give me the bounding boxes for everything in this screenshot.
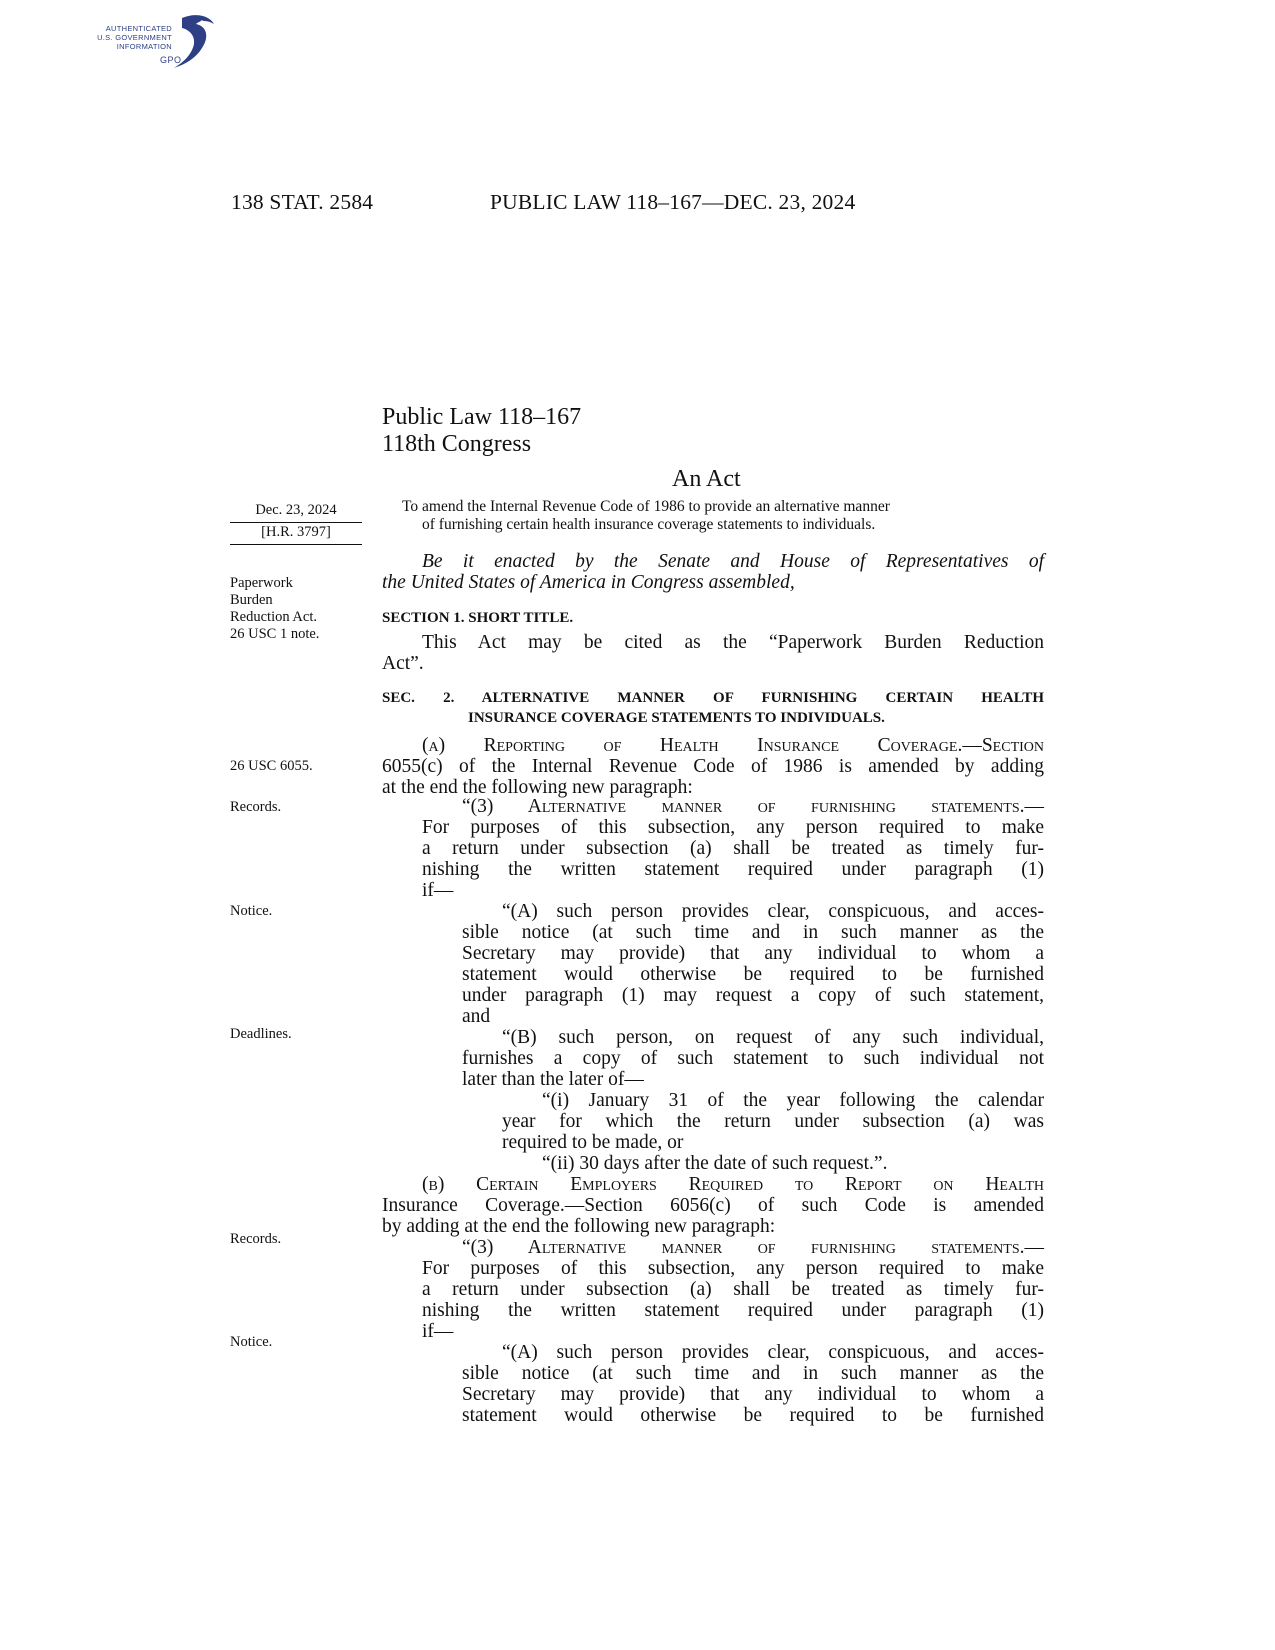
stat-page-number: 138 STAT. 2584 [231, 190, 374, 214]
subparagraph-a-line: Secretary may provide) that any individual to whom a [462, 1384, 1044, 1405]
margin-line: 26 USC 1 note. [230, 626, 320, 642]
section-1-text: This Act may be cited as the “Paperwork Burden Reduction [422, 632, 1044, 653]
enacting-clause-line: Be it enacted by the Senate and House of Representatives of [422, 551, 1044, 572]
section-2-heading: SEC. 2. ALTERNATIVE MANNER OF FURNISHING CERTAIN HEALTH [382, 690, 1044, 706]
logo-line-2: U.S. GOVERNMENT [97, 33, 172, 42]
paragraph-3-line: if— [422, 880, 454, 901]
document-body [382, 0, 1044, 1650]
subsection-a-line: (a) Reporting of Health Insurance Coverage.—Section [422, 735, 1044, 756]
margin-records: Records. [230, 799, 282, 815]
margin-deadlines: Deadlines. [230, 1026, 292, 1042]
paragraph-3-line: if— [422, 1321, 454, 1342]
clause-i-line: required to be made, or [502, 1132, 684, 1153]
subparagraph-a-line: sible notice (at such time and in such manner as the [462, 1363, 1044, 1384]
congress-number: 118th Congress [382, 431, 532, 457]
section-1-text: Act”. [382, 653, 424, 674]
margin-rule [230, 544, 362, 545]
subparagraph-a-line: sible notice (at such time and in such manner as the [462, 922, 1044, 943]
subsection-a-line: 6055(c) of the Internal Revenue Code of 1986 is amended by adding [382, 756, 1044, 777]
subparagraph-b-line: furnishes a copy of such statement to such individual not [462, 1048, 1044, 1069]
paragraph-3-line: “(3) Alternative manner of furnishing statements.— [462, 1237, 1044, 1258]
clause-i-line: year for which the return under subsection (a) was [502, 1111, 1044, 1132]
subparagraph-b-line: later than the later of— [462, 1069, 644, 1090]
margin-date: Dec. 23, 2024 [255, 502, 337, 518]
subparagraph-a-line: “(A) such person provides clear, conspicuous, and acces- [502, 1342, 1044, 1363]
margin-notice: Notice. [230, 1334, 273, 1350]
subparagraph-a-line: statement would otherwise be required to be furnished [462, 964, 1044, 985]
subparagraph-a-line: and [462, 1006, 491, 1027]
subsection-b-line: by adding at the end the following new paragraph: [382, 1216, 776, 1237]
subparagraph-b-line: “(B) such person, on request of any such individual, [502, 1027, 1044, 1048]
margin-line: Reduction Act. [230, 609, 317, 625]
subparagraph-a-line: statement would otherwise be required to be furnished [462, 1405, 1044, 1426]
margin-notice: Notice. [230, 903, 273, 919]
gpo-authentication-logo [92, 10, 232, 76]
margin-line: Burden [230, 592, 273, 608]
paragraph-3-line: a return under subsection (a) shall be treated as timely fur- [422, 838, 1044, 859]
purpose-line: of furnishing certain health insurance coverage statements to individuals. [422, 516, 876, 533]
act-heading: An Act [672, 466, 741, 492]
logo-line-1: AUTHENTICATED [105, 24, 172, 33]
margin-records: Records. [230, 1231, 282, 1247]
paragraph-3-line: a return under subsection (a) shall be treated as timely fur- [422, 1279, 1044, 1300]
section-1-heading: SECTION 1. SHORT TITLE. [382, 610, 574, 626]
paragraph-3-line: For purposes of this subsection, any person required to make [422, 817, 1044, 838]
section-2-heading: INSURANCE COVERAGE STATEMENTS TO INDIVIDUALS. [468, 710, 885, 726]
subparagraph-a-line: under paragraph (1) may request a copy of such statement, [462, 985, 1044, 1006]
public-law-number: Public Law 118–167 [382, 404, 582, 430]
subsection-b-line: (b) Certain Employers Required to Report on Health [422, 1174, 1044, 1195]
margin-usc-6055: 26 USC 6055. [230, 758, 313, 774]
enacting-clause-line: the United States of America in Congress assembled, [382, 572, 795, 593]
subparagraph-a-line: “(A) such person provides clear, conspicuous, and acces- [502, 901, 1044, 922]
margin-bill-number: [H.R. 3797] [261, 524, 331, 540]
margin-short-title-note [230, 575, 319, 643]
eagle-icon [152, 10, 222, 76]
clause-i-line: “(i) January 31 of the year following the calendar [542, 1090, 1044, 1111]
paragraph-3-line: nishing the written statement required under paragraph (1) [422, 1300, 1044, 1321]
gpo-mark: GPO [160, 55, 182, 65]
paragraph-3-line: For purposes of this subsection, any person required to make [422, 1258, 1044, 1279]
logo-line-3: INFORMATION [116, 42, 172, 51]
margin-line: Paperwork [230, 575, 293, 591]
subsection-a-line: at the end the following new paragraph: [382, 777, 693, 798]
margin-rule [230, 522, 362, 523]
paragraph-3-line: “(3) Alternative manner of furnishing statements.— [462, 796, 1044, 817]
subsection-b-line: Insurance Coverage.—Section 6056(c) of such Code is amended [382, 1195, 1044, 1216]
subparagraph-a-line: Secretary may provide) that any individual to whom a [462, 943, 1044, 964]
paragraph-3-line: nishing the written statement required under paragraph (1) [422, 859, 1044, 880]
running-header-title: PUBLIC LAW 118–167—DEC. 23, 2024 [490, 190, 856, 214]
clause-ii-line: “(ii) 30 days after the date of such request.”. [542, 1153, 888, 1174]
purpose-line: To amend the Internal Revenue Code of 1986 to provide an alternative manner [402, 498, 890, 515]
